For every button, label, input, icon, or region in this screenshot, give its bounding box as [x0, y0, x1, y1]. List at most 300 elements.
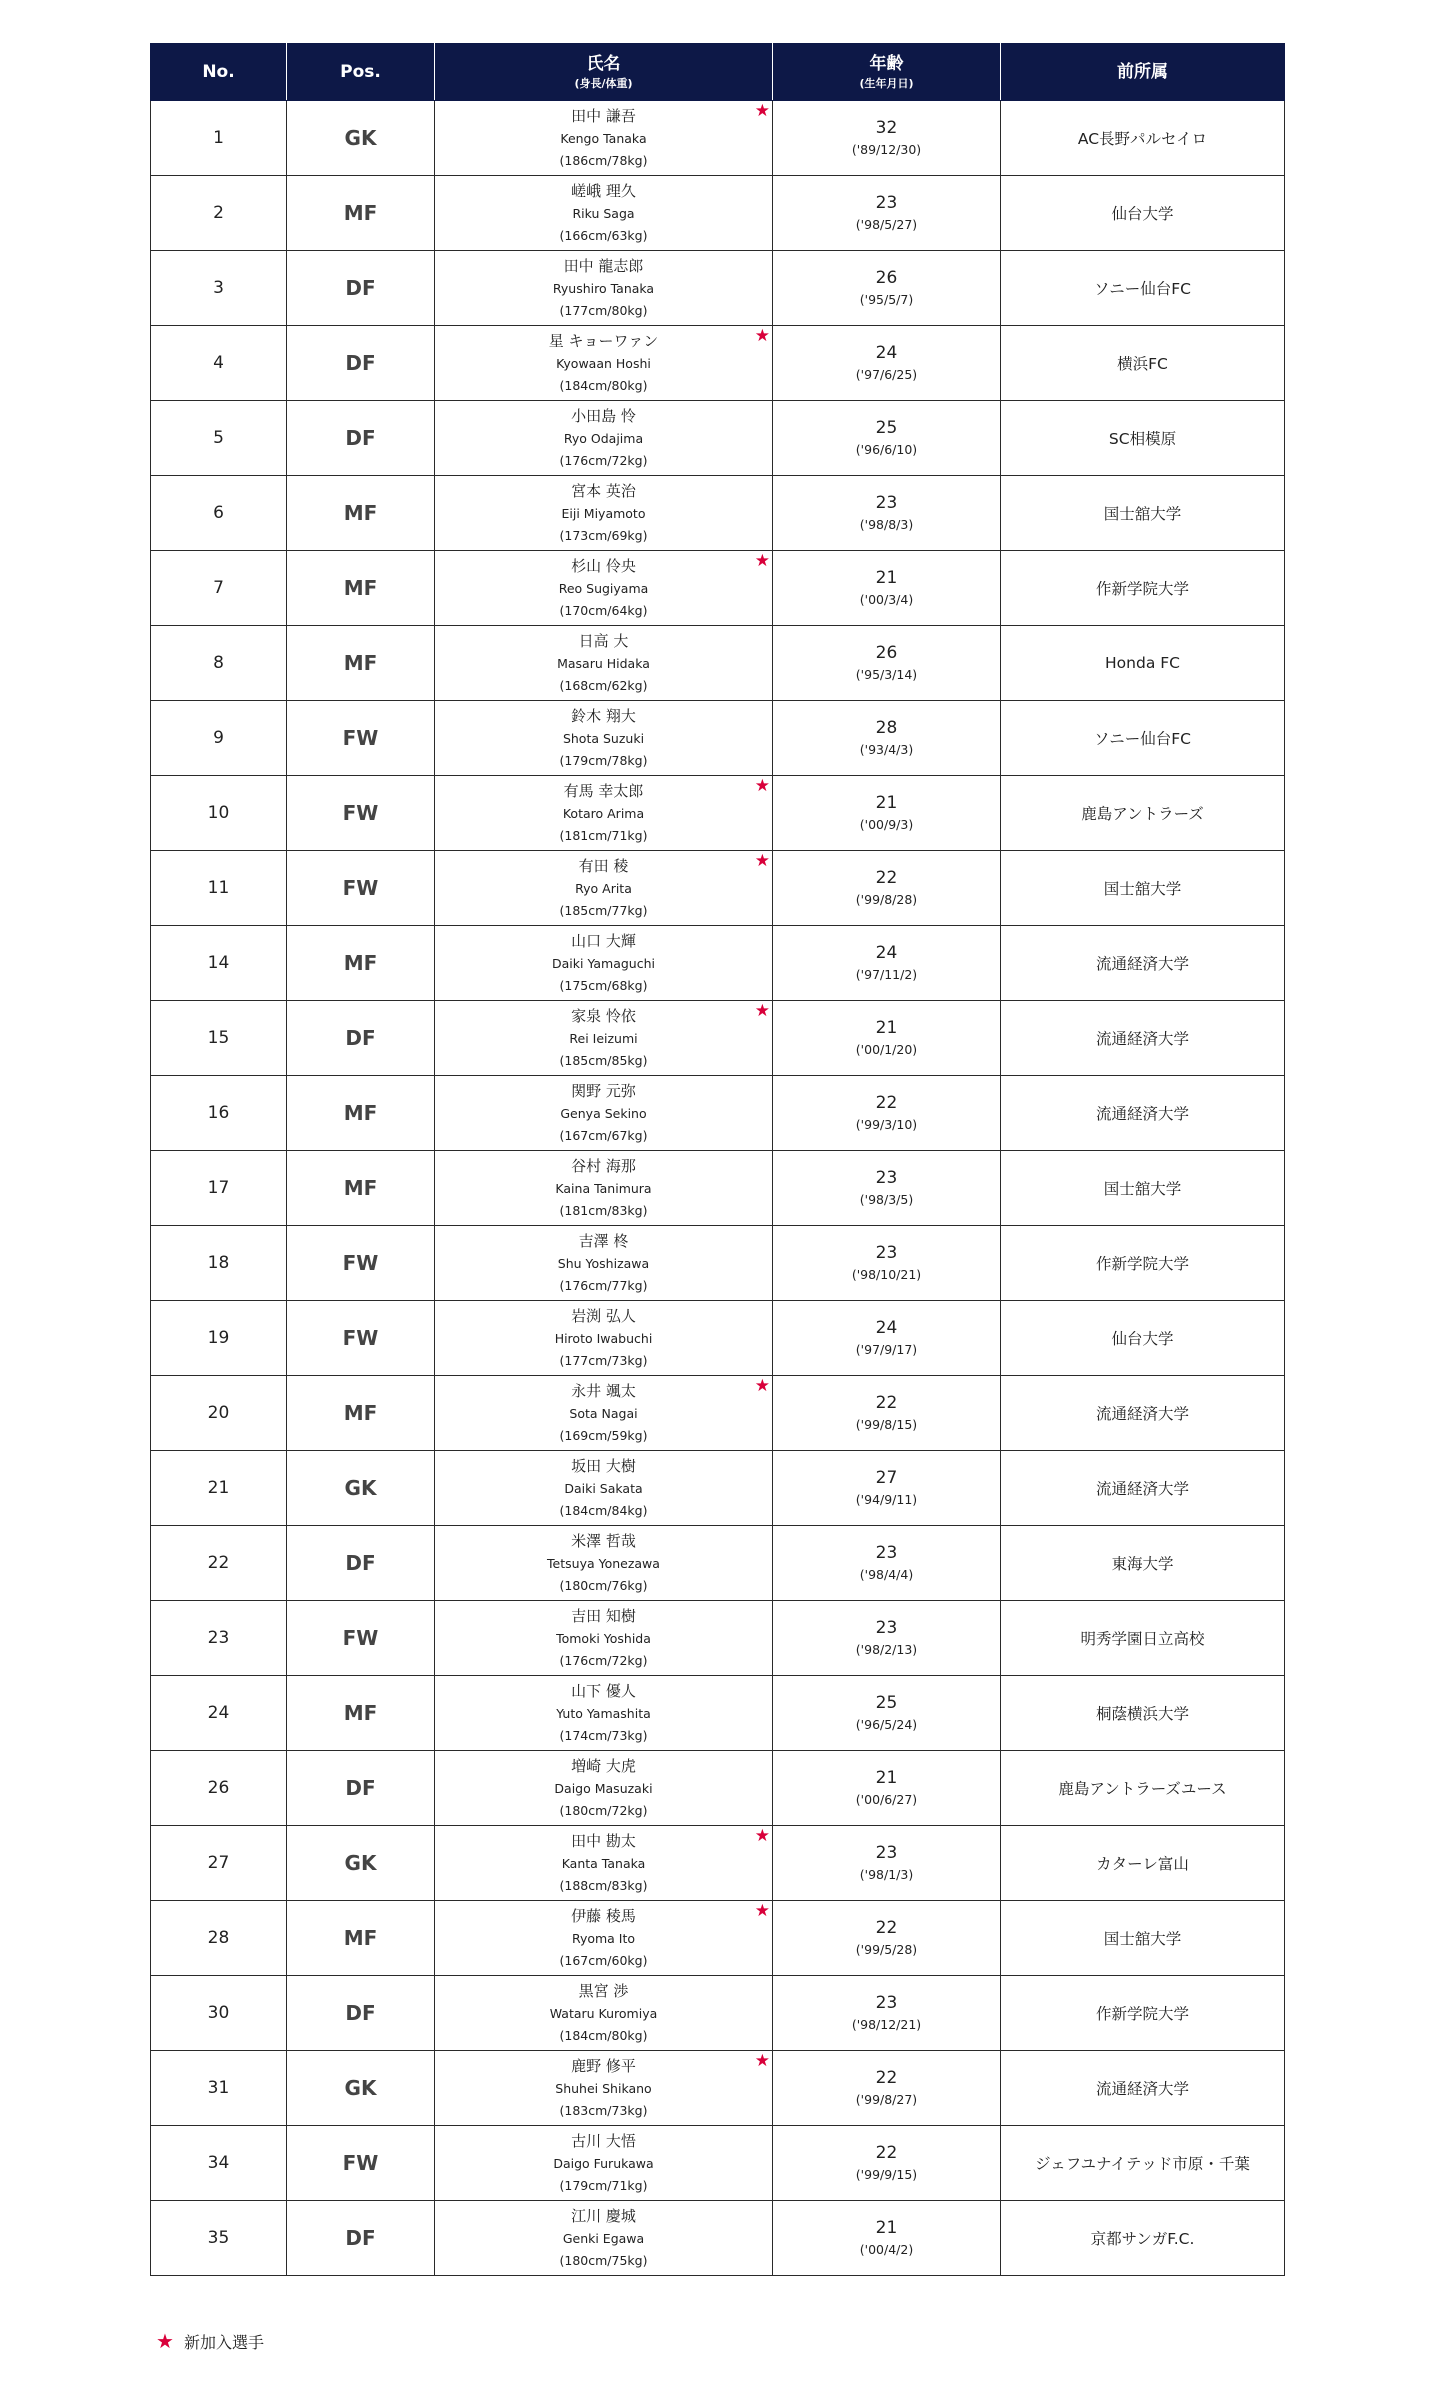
player-name-en: Daigo Masuzaki [554, 1780, 653, 1796]
player-name-cell [435, 1451, 773, 1526]
player-birthdate: ('98/1/3) [859, 1867, 914, 1882]
table-row [151, 176, 1285, 251]
player-name-en: Tomoki Yoshida [556, 1630, 651, 1646]
player-age: 26 [875, 268, 898, 288]
player-number: 7 [151, 551, 287, 626]
player-number: 22 [151, 1526, 287, 1601]
player-height-weight: (183cm/73kg) [559, 2102, 648, 2118]
player-height-weight: (167cm/60kg) [559, 1952, 648, 1968]
header-age [773, 44, 1001, 101]
player-age: 22 [875, 2143, 898, 2163]
player-age: 28 [875, 718, 898, 738]
player-name-en: Ryoma Ito [571, 1930, 636, 1946]
player-previous-club: 流通経済大学 [1001, 1451, 1285, 1526]
header-row [151, 44, 1285, 101]
player-previous-club: 国士舘大学 [1001, 476, 1285, 551]
player-previous-club: 東海大学 [1001, 1526, 1285, 1601]
star-icon: ★ [156, 2329, 174, 2353]
player-position: GK [287, 1451, 435, 1526]
star-icon: ★ [754, 1001, 770, 1021]
player-number: 31 [151, 2051, 287, 2126]
player-previous-club: ジェフユナイテッド市原・千葉 [1001, 2126, 1285, 2201]
player-name-jp: 田中 龍志郎 [563, 256, 644, 275]
player-age: 21 [875, 2218, 898, 2238]
player-previous-club: 桐蔭横浜大学 [1001, 1676, 1285, 1751]
table-row [151, 1301, 1285, 1376]
table-row [151, 701, 1285, 776]
player-birthdate: ('98/4/4) [859, 1567, 914, 1582]
player-birthdate: ('99/8/27) [855, 2092, 918, 2107]
player-name-en: Masaru Hidaka [557, 655, 650, 671]
table-row [151, 326, 1285, 401]
player-position: FW [287, 2126, 435, 2201]
player-age-cell [773, 1226, 1001, 1301]
player-age-cell [773, 626, 1001, 701]
player-number: 4 [151, 326, 287, 401]
player-name-en: Yuto Yamashita [556, 1705, 651, 1721]
player-previous-club: 流通経済大学 [1001, 1076, 1285, 1151]
player-name-jp: 米澤 哲哉 [571, 1531, 636, 1550]
header-club [1001, 44, 1285, 101]
player-position: DF [287, 1526, 435, 1601]
player-age-cell [773, 1751, 1001, 1826]
player-height-weight: (170cm/64kg) [559, 602, 648, 618]
player-name-jp: 吉澤 柊 [578, 1231, 629, 1250]
player-name-en: Rei Ieizumi [569, 1030, 638, 1046]
player-name-jp: 増崎 大虎 [571, 1756, 636, 1775]
player-number: 35 [151, 2201, 287, 2276]
player-age: 23 [875, 193, 898, 213]
player-birthdate: ('96/5/24) [855, 1717, 918, 1732]
player-age-cell [773, 2126, 1001, 2201]
player-name-en: Kengo Tanaka [560, 130, 647, 146]
star-icon: ★ [754, 2051, 770, 2071]
player-age: 26 [875, 643, 898, 663]
header-name-label: 氏名 [586, 53, 621, 74]
player-previous-club: ソニー仙台FC [1001, 251, 1285, 326]
star-icon: ★ [754, 1376, 770, 1396]
player-name-en: Wataru Kuromiya [549, 2005, 658, 2021]
player-age: 23 [875, 1843, 898, 1863]
player-number: 8 [151, 626, 287, 701]
player-age-cell [773, 1676, 1001, 1751]
player-age-cell [773, 326, 1001, 401]
table-row [151, 851, 1285, 926]
player-number: 26 [151, 1751, 287, 1826]
player-previous-club: 国士舘大学 [1001, 1901, 1285, 1976]
player-height-weight: (175cm/68kg) [559, 977, 648, 993]
player-name-jp: 黒宮 渉 [578, 1981, 629, 2000]
player-name-en: Ryo Arita [575, 880, 632, 896]
player-name-cell [435, 1001, 773, 1076]
player-name-jp: 鹿野 修平 [571, 2056, 636, 2075]
player-birthdate: ('98/8/3) [859, 517, 914, 532]
player-previous-club: 国士舘大学 [1001, 851, 1285, 926]
player-age: 24 [875, 1318, 898, 1338]
player-age-cell [773, 851, 1001, 926]
player-age: 21 [875, 1768, 898, 1788]
table-row [151, 776, 1285, 851]
player-age-cell [773, 476, 1001, 551]
player-name-en: Genya Sekino [560, 1105, 647, 1121]
player-birthdate: ('93/4/3) [859, 742, 914, 757]
player-age: 23 [875, 1243, 898, 1263]
player-previous-club: SC相模原 [1001, 401, 1285, 476]
player-name-cell [435, 1076, 773, 1151]
player-previous-club: 流通経済大学 [1001, 1376, 1285, 1451]
player-number: 19 [151, 1301, 287, 1376]
player-height-weight: (180cm/76kg) [559, 1577, 648, 1593]
player-name-en: Daiki Yamaguchi [552, 955, 655, 971]
player-position: DF [287, 251, 435, 326]
player-height-weight: (186cm/78kg) [559, 152, 648, 168]
player-age-cell [773, 1076, 1001, 1151]
player-number: 27 [151, 1826, 287, 1901]
player-age-cell [773, 1601, 1001, 1676]
player-height-weight: (181cm/83kg) [559, 1202, 648, 1218]
table-header [151, 44, 1285, 101]
player-number: 10 [151, 776, 287, 851]
star-icon: ★ [754, 776, 770, 796]
player-name-en: Daigo Furukawa [553, 2155, 654, 2171]
table-row [151, 1601, 1285, 1676]
player-age: 21 [875, 568, 898, 588]
player-previous-club: カターレ富山 [1001, 1826, 1285, 1901]
player-position: GK [287, 101, 435, 176]
player-name-jp: 杉山 伶央 [571, 556, 636, 575]
player-birthdate: ('00/4/2) [859, 2242, 914, 2257]
table-row [151, 1826, 1285, 1901]
player-name-cell [435, 851, 773, 926]
header-no-label: No. [202, 62, 235, 82]
player-age-cell [773, 176, 1001, 251]
player-name-cell [435, 1151, 773, 1226]
player-name-jp: 鈴木 翔大 [571, 706, 636, 725]
player-height-weight: (166cm/63kg) [559, 227, 648, 243]
player-age-cell [773, 1151, 1001, 1226]
table-row [151, 1751, 1285, 1826]
player-name-en: Riku Saga [572, 205, 635, 221]
table-body [151, 101, 1285, 2276]
player-name-jp: 伊藤 稜馬 [571, 1906, 636, 1925]
table-row [151, 1526, 1285, 1601]
player-age-cell [773, 1826, 1001, 1901]
player-height-weight: (176cm/72kg) [559, 452, 648, 468]
star-icon: ★ [754, 326, 770, 346]
player-previous-club: 国士舘大学 [1001, 1151, 1285, 1226]
player-position: DF [287, 1001, 435, 1076]
player-position: MF [287, 1151, 435, 1226]
player-name-en: Shota Suzuki [562, 730, 645, 746]
player-name-cell [435, 401, 773, 476]
player-number: 11 [151, 851, 287, 926]
table-row [151, 251, 1285, 326]
player-age: 27 [875, 1468, 898, 1488]
player-name-cell [435, 1826, 773, 1901]
player-position: MF [287, 626, 435, 701]
player-height-weight: (176cm/77kg) [559, 1277, 648, 1293]
table-row [151, 2201, 1285, 2276]
player-number: 30 [151, 1976, 287, 2051]
player-age-cell [773, 926, 1001, 1001]
player-position: GK [287, 2051, 435, 2126]
player-name-cell [435, 1526, 773, 1601]
player-age: 22 [875, 2068, 898, 2088]
table-row [151, 1376, 1285, 1451]
player-birthdate: ('00/1/20) [855, 1042, 918, 1057]
player-birthdate: ('99/9/15) [855, 2167, 918, 2182]
player-birthdate: ('95/3/14) [855, 667, 918, 682]
player-name-cell [435, 176, 773, 251]
player-height-weight: (169cm/59kg) [559, 1427, 648, 1443]
player-name-en: Shu Yoshizawa [557, 1255, 650, 1271]
header-age-label: 年齢 [869, 53, 904, 74]
player-age: 25 [875, 418, 898, 438]
player-number: 21 [151, 1451, 287, 1526]
player-name-cell [435, 101, 773, 176]
player-previous-club: ソニー仙台FC [1001, 701, 1285, 776]
player-birthdate: ('95/5/7) [859, 292, 914, 307]
player-number: 16 [151, 1076, 287, 1151]
player-birthdate: ('97/11/2) [855, 967, 918, 982]
player-birthdate: ('99/3/10) [855, 1117, 918, 1132]
player-name-en: Genki Egawa [562, 2230, 645, 2246]
player-position: DF [287, 401, 435, 476]
player-age: 22 [875, 1093, 898, 1113]
header-age-sublabel: (生年月日) [859, 76, 914, 90]
player-birthdate: ('98/10/21) [851, 1267, 922, 1282]
player-height-weight: (188cm/83kg) [559, 1877, 648, 1893]
player-name-cell [435, 251, 773, 326]
player-age: 21 [875, 793, 898, 813]
player-age: 23 [875, 493, 898, 513]
player-position: FW [287, 851, 435, 926]
player-previous-club: 仙台大学 [1001, 176, 1285, 251]
header-name [435, 44, 773, 101]
player-age-cell [773, 1001, 1001, 1076]
player-position: MF [287, 551, 435, 626]
player-number: 23 [151, 1601, 287, 1676]
player-birthdate: ('98/3/5) [859, 1192, 914, 1207]
player-age-cell [773, 1901, 1001, 1976]
player-age-cell [773, 551, 1001, 626]
table-row [151, 1001, 1285, 1076]
player-name-jp: 田中 勘太 [571, 1831, 636, 1850]
player-name-cell [435, 476, 773, 551]
player-age-cell [773, 1301, 1001, 1376]
star-icon: ★ [754, 851, 770, 871]
star-icon: ★ [754, 1826, 770, 1846]
star-icon: ★ [754, 101, 770, 121]
player-name-jp: 永井 颯太 [571, 1381, 636, 1400]
table-row [151, 2126, 1285, 2201]
player-age: 23 [875, 1618, 898, 1638]
player-name-en: Kyowaan Hoshi [556, 355, 651, 371]
player-birthdate: ('96/6/10) [855, 442, 918, 457]
player-position: MF [287, 476, 435, 551]
player-height-weight: (184cm/80kg) [559, 2027, 648, 2043]
player-age: 24 [875, 343, 898, 363]
player-height-weight: (173cm/69kg) [559, 527, 648, 543]
player-previous-club: 作新学院大学 [1001, 1976, 1285, 2051]
player-previous-club: 作新学院大学 [1001, 1226, 1285, 1301]
player-name-jp: 家泉 怜依 [571, 1006, 636, 1025]
player-age-cell [773, 251, 1001, 326]
player-name-jp: 岩渕 弘人 [571, 1306, 636, 1325]
player-position: DF [287, 2201, 435, 2276]
table-row [151, 1901, 1285, 1976]
table-row [151, 476, 1285, 551]
player-position: FW [287, 1601, 435, 1676]
player-position: FW [287, 776, 435, 851]
player-number: 34 [151, 2126, 287, 2201]
player-age: 32 [875, 118, 898, 138]
player-name-en: Kanta Tanaka [561, 1855, 646, 1871]
player-name-cell [435, 1301, 773, 1376]
player-name-jp: 関野 元弥 [571, 1081, 636, 1100]
player-age-cell [773, 1376, 1001, 1451]
star-icon: ★ [754, 1901, 770, 1921]
player-name-cell [435, 626, 773, 701]
player-previous-club: 横浜FC [1001, 326, 1285, 401]
roster-table [150, 43, 1285, 2276]
player-position: MF [287, 1901, 435, 1976]
player-name-jp: 宮本 英治 [571, 481, 636, 500]
player-birthdate: ('98/12/21) [851, 2017, 922, 2032]
player-name-cell [435, 1601, 773, 1676]
player-age-cell [773, 1451, 1001, 1526]
player-age-cell [773, 101, 1001, 176]
player-height-weight: (184cm/84kg) [559, 1502, 648, 1518]
player-name-en: Eiji Miyamoto [561, 505, 646, 521]
player-position: DF [287, 1976, 435, 2051]
player-height-weight: (179cm/71kg) [559, 2177, 648, 2193]
player-previous-club: 京都サンガF.C. [1001, 2201, 1285, 2276]
player-height-weight: (185cm/85kg) [559, 1052, 648, 1068]
player-name-en: Shuhei Shikano [555, 2080, 652, 2096]
player-birthdate: ('98/5/27) [855, 217, 918, 232]
player-name-cell [435, 2051, 773, 2126]
header-pos-label: Pos. [340, 62, 381, 82]
player-height-weight: (184cm/80kg) [559, 377, 648, 393]
player-previous-club: 明秀学園日立高校 [1001, 1601, 1285, 1676]
player-name-jp: 古川 大悟 [571, 2131, 636, 2150]
player-name-en: Sota Nagai [569, 1405, 638, 1421]
header-pos [287, 44, 435, 101]
player-previous-club: 流通経済大学 [1001, 926, 1285, 1001]
table-row [151, 1676, 1285, 1751]
player-height-weight: (168cm/62kg) [559, 677, 648, 693]
player-name-jp: 吉田 知樹 [571, 1606, 636, 1625]
player-age-cell [773, 401, 1001, 476]
player-height-weight: (180cm/72kg) [559, 1802, 648, 1818]
player-name-jp: 谷村 海那 [571, 1156, 636, 1175]
player-name-jp: 有田 稜 [578, 856, 629, 875]
player-birthdate: ('89/12/30) [851, 142, 922, 157]
player-birthdate: ('98/2/13) [855, 1642, 918, 1657]
table-row [151, 926, 1285, 1001]
player-age: 25 [875, 1693, 898, 1713]
player-age-cell [773, 701, 1001, 776]
player-name-en: Kotaro Arima [562, 805, 645, 821]
header-club-label: 前所属 [1117, 62, 1168, 82]
player-previous-club: Honda FC [1001, 626, 1285, 701]
player-previous-club: 鹿島アントラーズユース [1001, 1751, 1285, 1826]
player-height-weight: (177cm/73kg) [559, 1352, 648, 1368]
player-position: DF [287, 326, 435, 401]
player-number: 18 [151, 1226, 287, 1301]
player-height-weight: (181cm/71kg) [559, 827, 648, 843]
player-name-cell [435, 1226, 773, 1301]
player-name-en: Tetsuya Yonezawa [547, 1555, 660, 1571]
player-name-cell [435, 1976, 773, 2051]
player-number: 5 [151, 401, 287, 476]
player-birthdate: ('00/6/27) [855, 1792, 918, 1807]
table-row [151, 401, 1285, 476]
player-name-en: Ryushiro Tanaka [552, 280, 655, 296]
table-row [151, 551, 1285, 626]
player-name-cell [435, 926, 773, 1001]
player-name-cell [435, 1376, 773, 1451]
player-name-cell [435, 1751, 773, 1826]
player-age: 24 [875, 943, 898, 963]
player-age-cell [773, 2051, 1001, 2126]
player-name-cell [435, 1676, 773, 1751]
player-position: GK [287, 1826, 435, 1901]
player-name-cell [435, 1901, 773, 1976]
player-name-jp: 山口 大輝 [571, 931, 636, 950]
player-number: 9 [151, 701, 287, 776]
player-name-en: Hiroto Iwabuchi [554, 1330, 653, 1346]
legend-label: 新加入選手 [183, 2332, 264, 2352]
table-row [151, 101, 1285, 176]
player-number: 24 [151, 1676, 287, 1751]
player-previous-club: 鹿島アントラーズ [1001, 776, 1285, 851]
header-name-sublabel: (身長/体重) [574, 76, 633, 90]
player-previous-club: 仙台大学 [1001, 1301, 1285, 1376]
player-previous-club: 流通経済大学 [1001, 2051, 1285, 2126]
player-number: 15 [151, 1001, 287, 1076]
player-age: 22 [875, 1918, 898, 1938]
player-name-en: Daiki Sakata [564, 1480, 643, 1496]
player-number: 14 [151, 926, 287, 1001]
player-age: 23 [875, 1993, 898, 2013]
player-name-cell [435, 326, 773, 401]
player-position: FW [287, 701, 435, 776]
player-number: 2 [151, 176, 287, 251]
player-birthdate: ('97/9/17) [855, 1342, 918, 1357]
player-age: 23 [875, 1168, 898, 1188]
player-height-weight: (177cm/80kg) [559, 302, 648, 318]
player-name-jp: 田中 謙吾 [571, 106, 636, 125]
player-number: 6 [151, 476, 287, 551]
player-name-cell [435, 2201, 773, 2276]
player-position: FW [287, 1301, 435, 1376]
player-age-cell [773, 776, 1001, 851]
player-birthdate: ('97/6/25) [855, 367, 918, 382]
player-name-jp: 星 キョーワァン [548, 331, 659, 350]
player-age: 23 [875, 1543, 898, 1563]
player-age: 21 [875, 1018, 898, 1038]
player-position: MF [287, 1676, 435, 1751]
player-age: 22 [875, 868, 898, 888]
table-row [151, 626, 1285, 701]
player-height-weight: (174cm/73kg) [559, 1727, 648, 1743]
player-name-jp: 嵯峨 理久 [571, 181, 636, 200]
player-height-weight: (176cm/72kg) [559, 1652, 648, 1668]
star-icon: ★ [754, 551, 770, 571]
player-birthdate: ('99/8/15) [855, 1417, 918, 1432]
